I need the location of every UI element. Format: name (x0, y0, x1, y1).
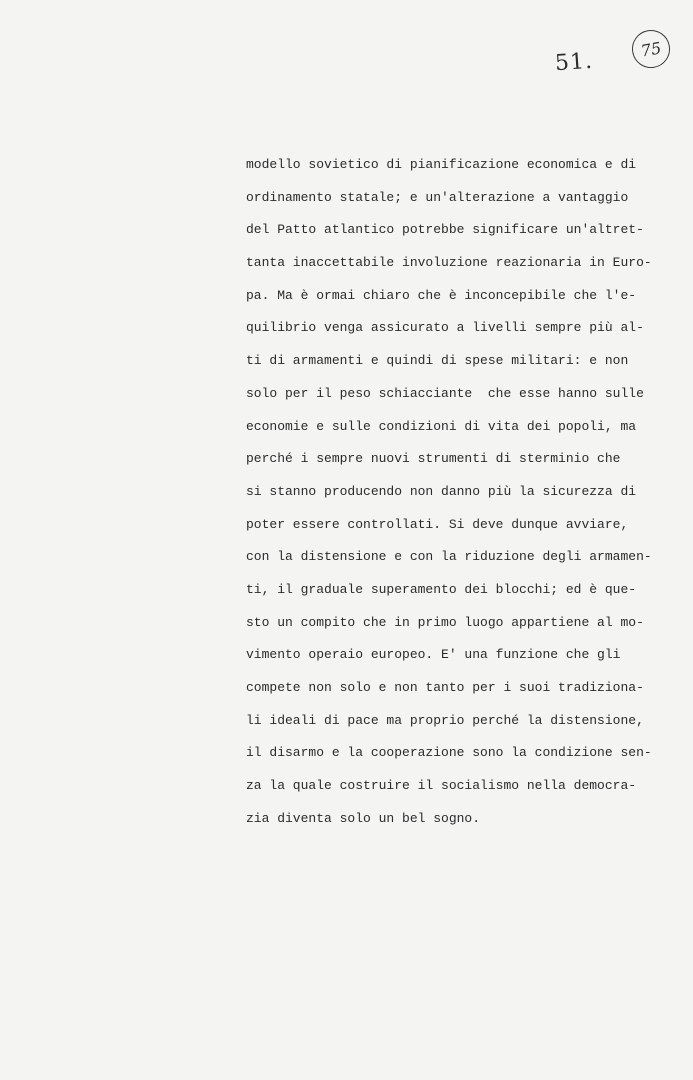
text-line: ti, il graduale superamento dei blocchi; ed è que- (246, 581, 637, 597)
page-number: 51. (554, 48, 594, 77)
body-text (246, 149, 666, 835)
text-line: vimento operaio europeo. E' una funzione che gli (246, 647, 621, 663)
text-line: ti di armamenti e quindi di spese militari: e non (246, 353, 629, 369)
text-line: za la quale costruire il socialismo nella democra- (246, 778, 637, 794)
archive-number: 75 (639, 37, 663, 61)
text-line: sto un compito che in primo luogo appartiene al mo- (246, 614, 644, 630)
text-line: zia diventa solo un bel sogno. (246, 810, 481, 826)
text-line: perché i sempre nuovi strumenti di sterminio che (246, 451, 621, 467)
text-line: poter essere controllati. Si deve dunque avviare, (246, 516, 629, 532)
text-line: tanta inaccettabile involuzione reazionaria in Euro- (246, 255, 652, 271)
text-line: solo per il peso schiacciante che esse hanno sulle (246, 385, 644, 401)
text-line: con la distensione e con la riduzione degli armamen- (246, 549, 652, 565)
text-line: il disarmo e la cooperazione sono la condizione sen- (246, 745, 652, 761)
text-line: li ideali di pace ma proprio perché la distensione, (246, 712, 644, 728)
text-line: economie e sulle condizioni di vita dei popoli, ma (246, 418, 637, 434)
text-line: ordinamento statale; e un'alterazione a vantaggio (246, 189, 629, 205)
text-line: si stanno producendo non danno più la sicurezza di (246, 483, 637, 499)
text-line: modello sovietico di pianificazione economica e di (246, 157, 637, 172)
text-line: del Patto atlantico potrebbe significare un'altret- (246, 222, 644, 238)
text-line: quilibrio venga assicurato a livelli sempre più al- (246, 320, 644, 336)
archive-stamp (629, 27, 673, 71)
text-line: pa. Ma è ormai chiaro che è inconcepibile che l'e- (246, 287, 637, 303)
text-line: compete non solo e non tanto per i suoi tradiziona- (246, 680, 644, 695)
